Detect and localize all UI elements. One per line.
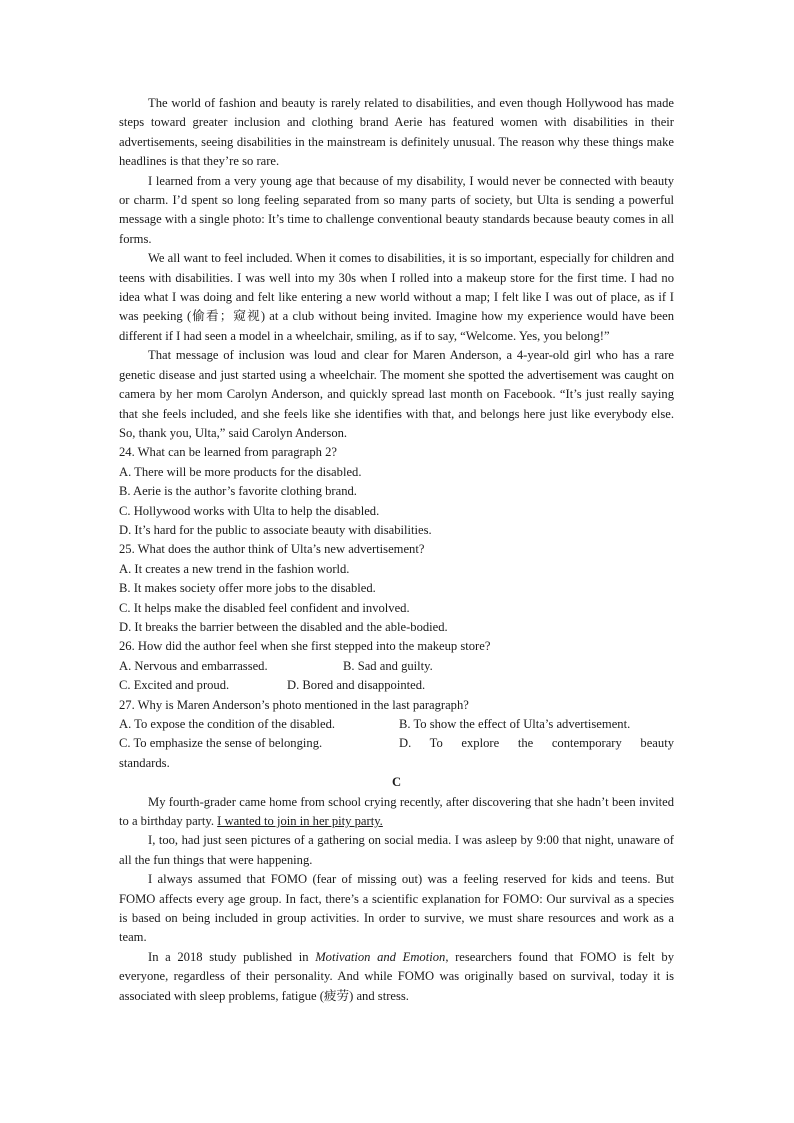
- question-stem: 24. What can be learned from paragraph 2?: [119, 445, 337, 460]
- option-c: C. Hollywood works with Ulta to help the disabled.: [119, 503, 380, 518]
- question-stem: 25. What does the author think of Ulta’s new advertisement?: [119, 542, 425, 557]
- option-d: D. To explore the contemporary beauty: [399, 736, 674, 751]
- passage-b-paragraph-3: We all want to feel included. When it comes to disabilities, it is so important, especially for children and teens with disabilities. I was well into my 30s when I rolled into a makeup store for the first time. I had no idea what I was doing and felt like entering a new world without a map; I felt like I was out of place, as if I was peeking (偷看；窥视) at a club without being invited. Imagine how my experience would have been different if I had seen a model in a wheelchair, smiling, as if to say, “Welcome. Yes, you belong!”: [119, 251, 674, 343]
- question-27: [119, 696, 674, 774]
- option-a: A. There will be more products for the disabled.: [119, 464, 362, 479]
- passage-c-paragraph-1: [119, 793, 674, 832]
- question-stem: 27. Why is Maren Anderson’s photo mentioned in the last paragraph?: [119, 697, 469, 712]
- passage-b-paragraph-2: I learned from a very young age that because of my disability, I would never be connected with beauty or charm. I’d spent so long feeling separated from so many parts of society, but Ulta is sending a powerful message with a single photo: It’s time to challenge conventional beauty standards because beauty comes in all forms.: [119, 173, 674, 246]
- paragraph-text: My fourth-grader came home from school crying recently, after discovering that she hadn’t been invited to a birthday party.: [119, 794, 674, 829]
- passage-c-paragraph-4: [119, 948, 674, 1006]
- option-c: C. To emphasize the sense of belonging.: [119, 736, 323, 751]
- option-b: B. Sad and guilty.: [343, 658, 433, 673]
- options-row-cd: [119, 676, 674, 695]
- paragraph-text-continued: , researchers found that FOMO is felt by everyone, regardless of their personality. And while FOMO was originally based on survival, today it is associated with sleep problems, fatigue (疲劳) and stress.: [119, 949, 675, 1003]
- question-25: [119, 540, 674, 637]
- question-24: [119, 443, 674, 540]
- option-b: B. Aerie is the author’s favorite clothing brand.: [119, 484, 357, 499]
- passage-c-paragraph-3: I always assumed that FOMO (fear of missing out) was a feeling reserved for kids and teens. But FOMO affects every age group. In fact, there’s a scientific explanation for FOMO: Our survival as a species is based on being included in group activities. In order to survive, we must share resources and work as a team.: [119, 872, 674, 945]
- underlined-sentence: I wanted to join in her pity party.: [217, 814, 383, 829]
- option-d: D. Bored and disappointed.: [287, 678, 426, 693]
- options-row-ab: [119, 715, 674, 734]
- option-d-continued: standards.: [119, 755, 170, 770]
- option-a: A. Nervous and embarrassed.: [119, 658, 268, 673]
- question-stem: 26. How did the author feel when she first stepped into the makeup store?: [119, 639, 491, 654]
- option-b: B. To show the effect of Ulta’s advertisement.: [399, 717, 631, 731]
- option-a: A. It creates a new trend in the fashion world.: [119, 561, 350, 576]
- option-c: C. Excited and proud.: [119, 678, 230, 693]
- option-a: A. To expose the condition of the disabled.: [119, 717, 336, 731]
- passage-b-paragraph-4: That message of inclusion was loud and clear for Maren Anderson, a 4-year-old girl who has a rare genetic disease and just started using a wheelchair. The moment she spotted the advertisement was caught on camera by her mom Carolyn Anderson, and quickly spread last month on Facebook. “It’s just really saying that she feels included, and she feels like she identifies with that, and belongs here just like everybody else. So, thank you, Ulta,” said Carolyn Anderson.: [119, 348, 674, 440]
- document-page: [119, 94, 674, 1006]
- journal-title: Motivation and Emotion: [315, 949, 446, 964]
- option-b: B. It makes society offer more jobs to the disabled.: [119, 581, 376, 596]
- option-d: D. It breaks the barrier between the disabled and the able-bodied.: [119, 619, 448, 634]
- paragraph-text: In a 2018 study published in: [148, 949, 316, 964]
- option-d: D. It’s hard for the public to associate beauty with disabilities.: [119, 522, 432, 537]
- question-26: [119, 637, 674, 695]
- options-row-cd: [119, 734, 674, 753]
- option-c: C. It helps make the disabled feel confident and involved.: [119, 600, 410, 615]
- passage-c-heading: C: [391, 775, 402, 790]
- options-row-ab: [119, 657, 674, 676]
- passage-b-paragraph-1: The world of fashion and beauty is rarely related to disabilities, and even though Hollywood has made steps toward greater inclusion and clothing brand Aerie has featured women with disabilities in their advertisements, seeing disabilities in the mainstream is definitely unusual. The reason why these things make headlines is that they’re so rare.: [119, 96, 674, 169]
- passage-c-paragraph-2: I, too, had just seen pictures of a gathering on social media. I was asleep by 9:00 that night, unaware of all the fun things that were happening.: [119, 833, 674, 867]
